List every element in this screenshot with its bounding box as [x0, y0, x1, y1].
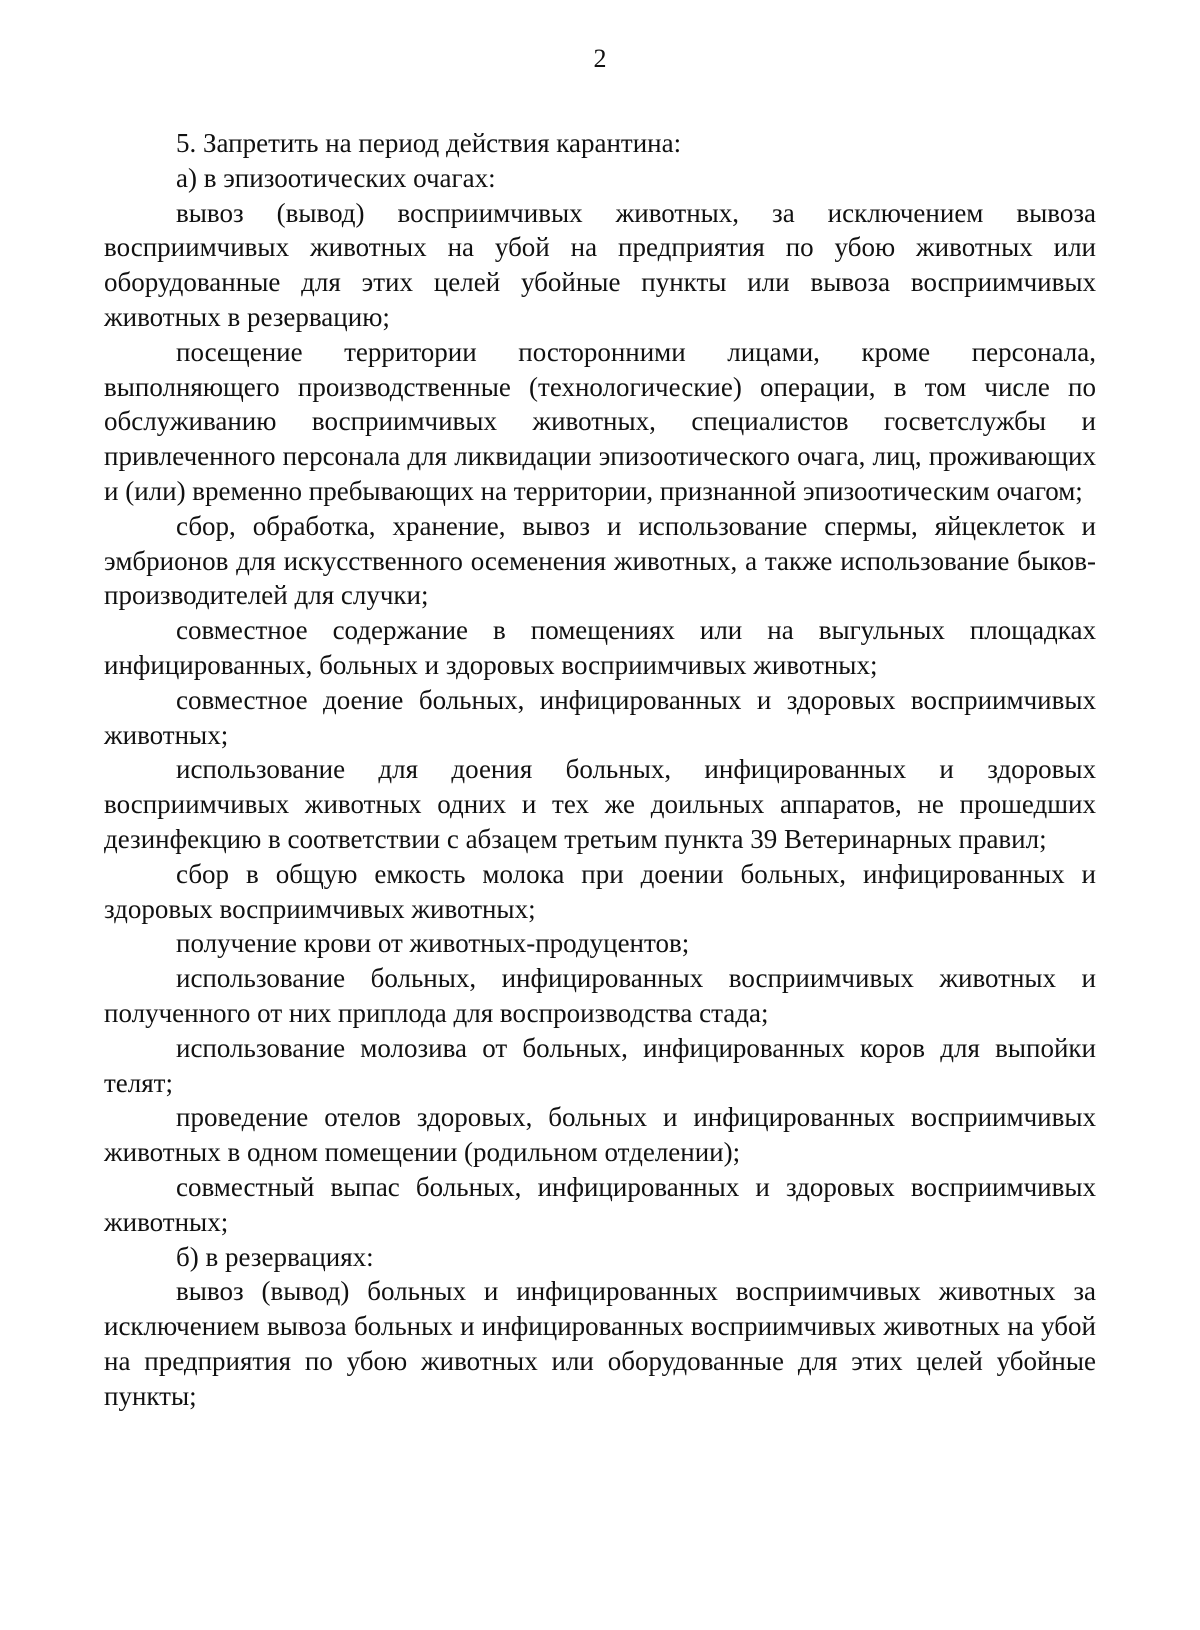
document-body	[104, 126, 1096, 1413]
paragraph: посещение территории посторонними лицами, кроме персонала, выполняющего производственные (технологические) операции, в том числе по обслуживанию восприимчивых животных, специалистов госветслужбы и привлеченного персонала для ликвидации эпизоотического очага, лиц, проживающих и (или) временно пребывающих на территории, признанной эпизоотическим очагом;	[104, 336, 1096, 506]
paragraph: использование молозива от больных, инфицированных коров для выпойки телят;	[104, 1032, 1096, 1098]
paragraph: получение крови от животных-продуцентов;	[176, 928, 690, 959]
paragraph: вывоз (вывод) восприимчивых животных, за исключением вывоза восприимчивых животных на убой на предприятия по убою животных или оборудованные для этих целей убойные пункты или вывоза восприимчивых животных в резервацию;	[104, 197, 1096, 332]
paragraph: использование больных, инфицированных восприимчивых животных и полученного от них приплода для воспроизводства стада;	[104, 963, 1096, 1028]
paragraph: использование для доения больных, инфицированных и здоровых восприимчивых животных одних и тех же доильных аппаратов, не прошедших дезинфекцию в соответствии с абзацем третьим пункта 39 Ветеринарных правил;	[104, 754, 1096, 854]
paragraph: вывоз (вывод) больных и инфицированных восприимчивых животных за исключением вывоза больных и инфицированных восприимчивых животных на убой на предприятия по убою животных или оборудованные для этих целей убойные пункты;	[104, 1276, 1096, 1411]
subsection-heading-reservations: б) в резервациях:	[176, 1241, 374, 1272]
section-heading-quarantine-prohibitions: 5. Запретить на период действия карантина:	[176, 128, 682, 158]
paragraph: проведение отелов здоровых, больных и инфицированных восприимчивых животных в одном помещении (родильном отделении);	[104, 1102, 1096, 1168]
subsection-heading-epizootic-foci: а) в эпизоотических очагах:	[176, 162, 496, 193]
paragraph: совместное доение больных, инфицированных и здоровых восприимчивых животных;	[104, 684, 1096, 750]
paragraph: сбор в общую емкость молока при доении больных, инфицированных и здоровых восприимчивых животных;	[104, 858, 1096, 924]
paragraph: сбор, обработка, хранение, вывоз и использование спермы, яйцеклеток и эмбрионов для искусственного осеменения животных, а также использование быков-производителей для случки;	[104, 510, 1096, 611]
page-number: 2	[593, 44, 607, 73]
paragraph: совместное содержание в помещениях или на выгульных площадках инфицированных, больных и здоровых восприимчивых животных;	[104, 615, 1096, 680]
paragraph: совместный выпас больных, инфицированных и здоровых восприимчивых животных;	[104, 1171, 1096, 1237]
